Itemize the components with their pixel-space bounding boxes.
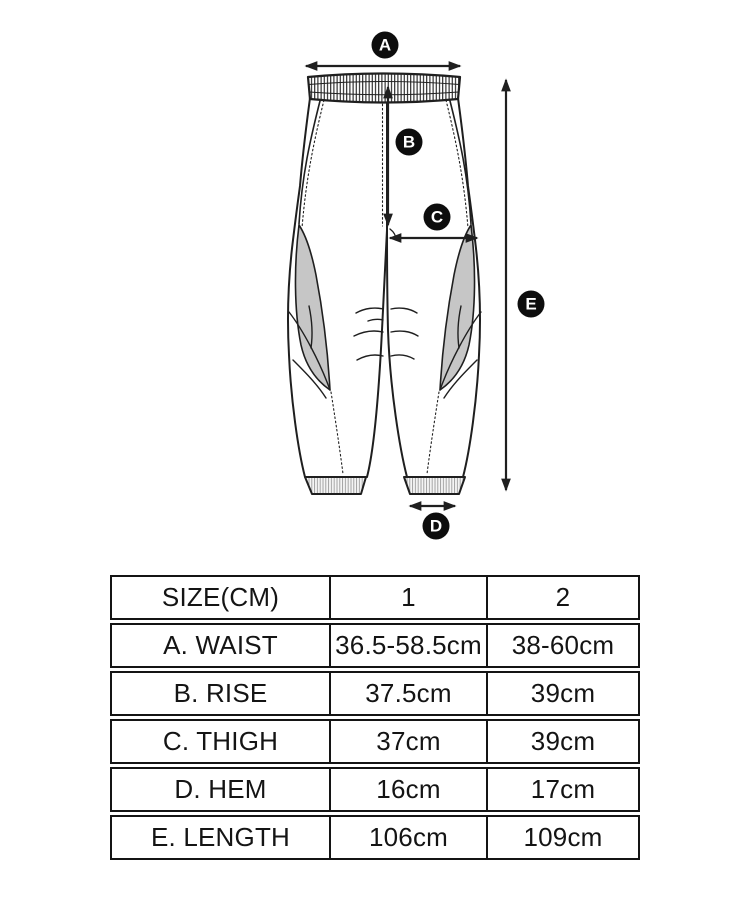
badge-length-letter: E (525, 294, 537, 314)
badge-waist-letter: A (378, 35, 392, 55)
row-value-size2: 39cm (486, 673, 638, 714)
table-row-hem (110, 767, 640, 812)
row-label: C. THIGH (162, 726, 279, 756)
row-label: B. RISE (173, 678, 268, 708)
waistband (308, 74, 460, 103)
badge-length (518, 291, 545, 318)
badge-rise-letter: B (402, 132, 416, 152)
row-label: E. LENGTH (150, 822, 291, 852)
row-value-size2: 17cm (486, 769, 638, 810)
table-row-rise (110, 671, 640, 716)
right-cuff (404, 477, 465, 494)
row-value-size1: 37.5cm (329, 673, 486, 714)
row-value-size2: 109cm (486, 817, 638, 858)
badge-thigh-letter: C (430, 207, 444, 227)
table-row-waist (110, 623, 640, 668)
badge-thigh (424, 204, 451, 231)
left-cuff (305, 477, 366, 494)
row-label: A. WAIST (163, 630, 278, 660)
row-label: D. HEM (174, 774, 267, 804)
badge-hem (423, 513, 450, 540)
table-row-thigh (110, 719, 640, 764)
row-value-size1: 16cm (329, 769, 486, 810)
badge-hem-letter: D (429, 516, 443, 536)
table-row-length (110, 815, 640, 860)
row-value-size2: 38-60cm (486, 625, 638, 666)
row-value-size1: 106cm (329, 817, 486, 858)
size-table-header-row (110, 575, 640, 620)
badge-rise (396, 129, 423, 156)
row-value-size1: 37cm (329, 721, 486, 762)
size-table (110, 575, 640, 863)
row-value-size1: 36.5-58.5cm (329, 625, 486, 666)
badge-waist (372, 32, 399, 59)
header-size-2: 2 (486, 577, 638, 618)
row-value-size2: 39cm (486, 721, 638, 762)
header-size-cm: SIZE(CM) (161, 582, 280, 612)
header-size-1: 1 (329, 577, 486, 618)
